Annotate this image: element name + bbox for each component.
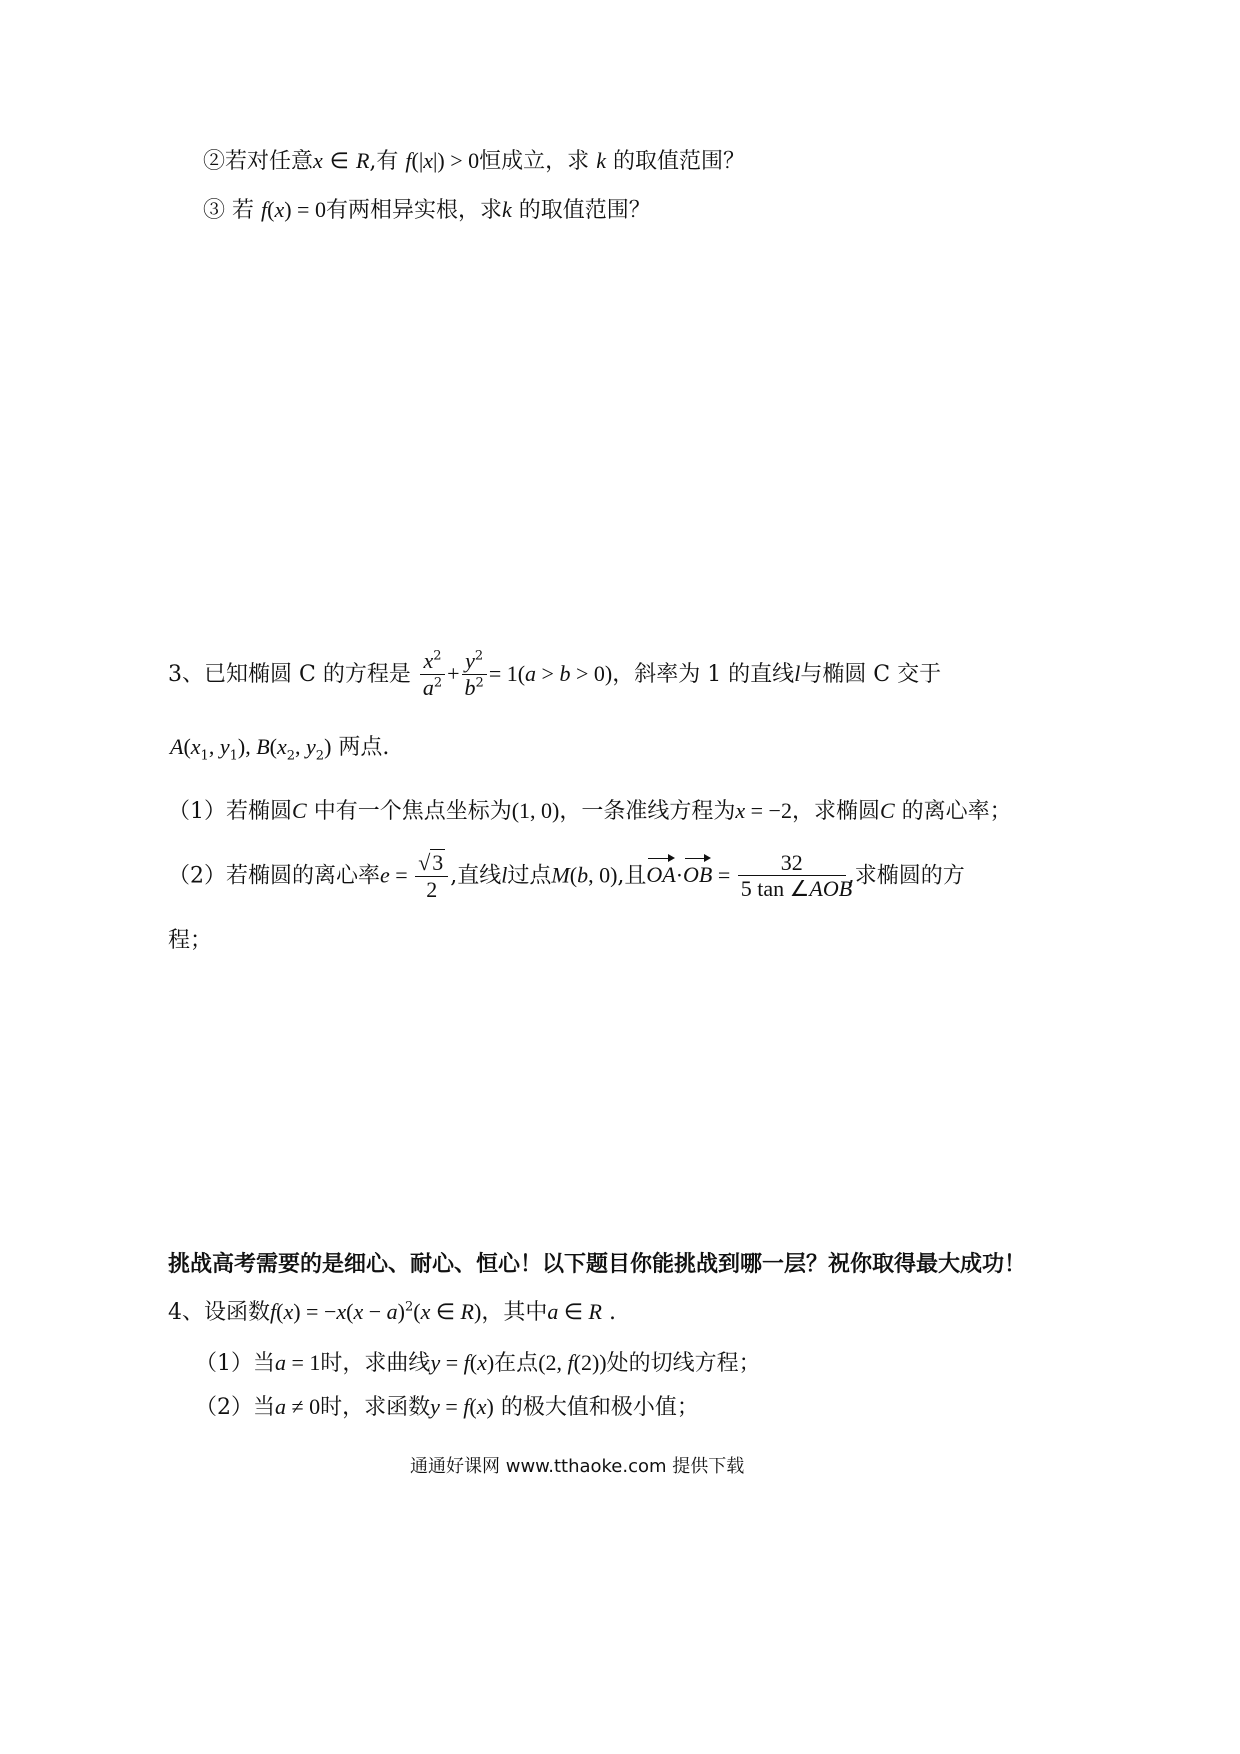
problem2-part2: ②若对任意x ∈ R,有 f(|x|) > 0恒成立，求 k 的取值范围？	[203, 148, 745, 174]
problem3-part2-cont: 程；	[168, 928, 213, 953]
problem3-part2: （2）若椭圆的离心率e = $\frac{√3}{2}$ ,直线l过点M(b, 0),且OA·OB = $\frac{32}{\text{5 tan ∠AOB}}$ ,求椭圆的方	[168, 850, 965, 903]
problem3-statement: 3、已知椭圆 C 的方程是 $\frac{x^2}{a^2}$ + $\frac{y^2}{b^2}$ = 1(a > b > 0)，斜率为 1 的直线l与椭圆 C 交于	[168, 648, 942, 701]
problem4-part2: （2）当a ≠ 0时，求函数y = f(x) 的极大值和极小值；	[195, 1394, 699, 1420]
challenge-heading: 挑战高考需要的是细心、耐心、恒心！以下题目你能挑战到哪一层？祝你取得最大成功！	[168, 1252, 1027, 1277]
problem3-part1: （1）若椭圆C 中有一个焦点坐标为(1, 0)，一条准线方程为x = −2，求椭圆C 的离心率；	[168, 798, 1012, 824]
problem3-points: $A(x_1$, $y_1$), $B(x_2$, $y_2$) 两点.	[170, 734, 390, 764]
problem4-statement: 4、设函数$f(x) = -x(x - a)^2(x$ ∈ R)，其中a ∈ R .	[168, 1299, 616, 1325]
problem2-part3: ③ 若 f(x) = 0有两相异实根，求k 的取值范围？	[203, 197, 651, 223]
footer-watermark: 通通好课网 www.tthaoke.com 提供下载	[410, 1456, 745, 1477]
problem4-part1: （1）当a = 1时，求曲线y = f(x)在点(2, f(2))处的切线方程；	[195, 1350, 761, 1376]
